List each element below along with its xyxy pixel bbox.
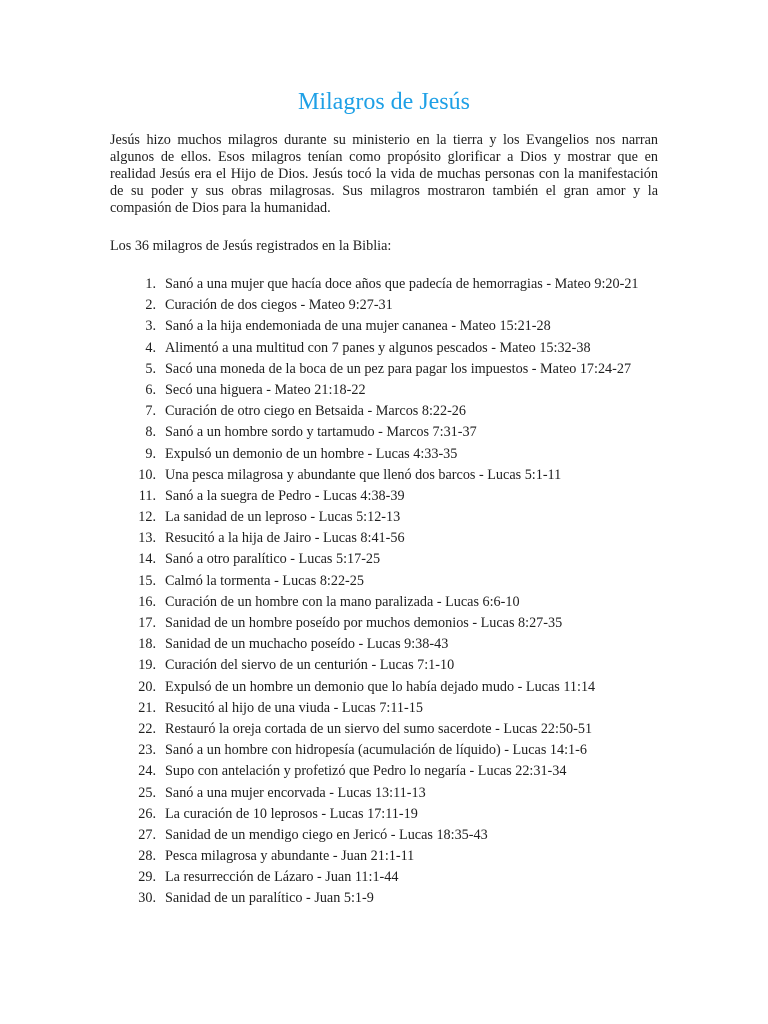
list-item — [110, 424, 658, 441]
list-item-number — [110, 488, 156, 505]
list-item-text: Sanó a una mujer encorvada - Lucas 13:11-13 — [165, 784, 426, 801]
list-item-number-text: 6. — [145, 381, 156, 398]
list-item — [110, 890, 658, 907]
list-item-gap — [156, 615, 165, 632]
list-item-number-text: 29. — [138, 869, 156, 886]
list-item-gap — [156, 573, 165, 590]
list-item-number-text: 14. — [138, 551, 156, 568]
list-item-number-text: 13. — [138, 530, 156, 547]
list-item-gap — [156, 530, 165, 547]
list-item-gap — [156, 361, 165, 378]
list-item-text: Sanidad de un hombre poseído por muchos demonios - Lucas 8:27-35 — [165, 615, 563, 631]
list-item-number-text: 20. — [138, 678, 156, 695]
list-item — [110, 806, 658, 823]
list-item — [110, 361, 658, 378]
list-item-text: Restauró la oreja cortada de un siervo del sumo sacerdote - Lucas 22:50-51 — [165, 720, 593, 737]
list-item — [110, 827, 658, 844]
list-item-number — [110, 594, 156, 611]
list-item-number-text: 3. — [145, 318, 156, 335]
list-item-number-text: 10. — [138, 466, 156, 483]
list-item-number-text: 30. — [138, 890, 156, 907]
list-item-gap — [156, 424, 165, 441]
list-item-text: Resucitó al hijo de una viuda - Lucas 7:11-15 — [165, 699, 423, 716]
list-item-gap — [156, 594, 165, 611]
list-item-text: Curación del siervo de un centurión - Lucas 7:1-10 — [165, 657, 455, 674]
list-item-text: Sanó a una mujer que hacía doce años que padecía de hemorragias - Mateo 9:20-21 — [165, 276, 639, 292]
list-item-number-text: 1. — [145, 276, 156, 292]
list-item-number — [110, 276, 156, 293]
list-item-text: Sanó a un hombre sordo y tartamudo - Marcos 7:31-37 — [165, 424, 477, 441]
list-item-text: Una pesca milagrosa y abundante que llenó dos barcos - Lucas 5:1-11 — [165, 466, 562, 483]
list-item — [110, 382, 658, 399]
list-item — [110, 551, 658, 568]
list-item-text: Calmó la tormenta - Lucas 8:22-25 — [165, 572, 364, 589]
list-item-gap — [156, 551, 165, 568]
list-item — [110, 403, 658, 420]
list-item-text: La resurrección de Lázaro - Juan 11:1-44 — [165, 869, 399, 886]
list-item-number — [110, 700, 156, 717]
list-item-text: Curación de dos ciegos - Mateo 9:27-31 — [165, 297, 393, 314]
list-item-number — [110, 467, 156, 484]
list-item-text: La curación de 10 leprosos - Lucas 17:11-19 — [165, 805, 418, 822]
list-item-text: Sanó a otro paralítico - Lucas 5:17-25 — [165, 551, 381, 568]
list-item-number — [110, 382, 156, 399]
list-item — [110, 763, 658, 780]
list-item — [110, 594, 658, 611]
list-item — [110, 657, 658, 674]
list-item-number-text: 26. — [138, 805, 156, 822]
list-item — [110, 446, 658, 463]
list-item-number-text: 7. — [145, 403, 156, 420]
list-item-text: Sanidad de un mendigo ciego en Jericó - Lucas 18:35-43 — [165, 826, 488, 843]
list-item-text: Secó una higuera - Mateo 21:18-22 — [165, 381, 366, 398]
list-item-gap — [156, 297, 165, 314]
list-item-gap — [156, 890, 165, 907]
list-item-number-text: 2. — [145, 297, 156, 314]
list-item — [110, 848, 658, 865]
page-title: Milagros de Jesús — [298, 89, 470, 115]
list-item-text: La sanidad de un leproso - Lucas 5:12-13 — [165, 509, 401, 526]
list-lead: Los 36 milagros de Jesús registrados en la Biblia: — [110, 238, 392, 254]
list-item-number — [110, 403, 156, 420]
list-item-text: Sanó a la suegra de Pedro - Lucas 4:38-39 — [165, 487, 405, 504]
list-item-number-text: 16. — [138, 593, 156, 610]
list-item-gap — [156, 340, 165, 357]
list-item-number — [110, 530, 156, 547]
list-item-text: Sanidad de un muchacho poseído - Lucas 9:38-43 — [165, 636, 449, 653]
list-item-number — [110, 551, 156, 568]
list-item-text: Sacó una moneda de la boca de un pez para pagar los impuestos - Mateo 17:24-27 — [165, 360, 632, 377]
list-item-number-text: 8. — [145, 424, 156, 441]
list-item-number-text: 15. — [138, 572, 156, 589]
list-item-number-text: 12. — [138, 509, 156, 526]
list-item-number — [110, 827, 156, 844]
list-item-gap — [156, 869, 165, 886]
list-item-text: Sanidad de un paralítico - Juan 5:1-9 — [165, 890, 374, 907]
list-item-number-text: 22. — [138, 720, 156, 737]
list-item-number-text: 5. — [145, 360, 156, 377]
list-item — [110, 573, 658, 590]
list-item-number — [110, 763, 156, 780]
intro-paragraph: Jesús hizo muchos milagros durante su ministerio en la tierra y los Evangelios nos narran algunos de ellos. Esos milagros tenían como propósito glorificar a Dios y mostrar que en realidad Jesús era el Hijo de Dios. Jesús tocó la vida de muchas personas con la manifestación de su poder y sus obras milagrosas. Sus milagros mostraron también el gran amor y la compasión de Dios para la humanidad. — [110, 132, 658, 216]
list-item-number — [110, 657, 156, 674]
list-item-gap — [156, 742, 165, 759]
list-item-number — [110, 573, 156, 590]
list-item-gap — [156, 679, 165, 696]
list-item-number — [110, 361, 156, 378]
list-item-number — [110, 742, 156, 759]
list-item-gap — [156, 509, 165, 526]
list-item-gap — [156, 382, 165, 399]
list-item-number-text: 23. — [138, 742, 156, 759]
list-item-number — [110, 785, 156, 802]
list-item — [110, 509, 658, 526]
list-item — [110, 615, 658, 632]
list-item-text: Resucitó a la hija de Jairo - Lucas 8:41-56 — [165, 530, 405, 547]
list-item-number-text: 4. — [145, 339, 156, 356]
list-item-number-text: 25. — [138, 784, 156, 801]
list-item-number-text: 18. — [138, 636, 156, 653]
list-item-gap — [156, 657, 165, 674]
list-item-gap — [156, 785, 165, 802]
list-item-gap — [156, 763, 165, 780]
list-item — [110, 700, 658, 717]
list-item-number — [110, 615, 156, 632]
list-item-number — [110, 424, 156, 441]
list-item — [110, 318, 658, 335]
list-item-gap — [156, 721, 165, 738]
list-item — [110, 530, 658, 547]
list-item-number-text: 17. — [138, 615, 156, 631]
list-item-gap — [156, 827, 165, 844]
list-item-number-text: 21. — [138, 699, 156, 716]
list-item — [110, 340, 658, 357]
list-item — [110, 721, 658, 738]
list-item — [110, 742, 658, 759]
list-item-gap — [156, 446, 165, 463]
list-item-gap — [156, 276, 165, 293]
list-item-text: Sanó a un hombre con hidropesía (acumulación de líquido) - Lucas 14:1-6 — [165, 742, 587, 759]
list-item-number — [110, 679, 156, 696]
list-item-text: Pesca milagrosa y abundante - Juan 21:1-11 — [165, 848, 415, 865]
list-item-text: Curación de un hombre con la mano paralizada - Lucas 6:6-10 — [165, 593, 520, 610]
list-item-gap — [156, 848, 165, 865]
list-item-gap — [156, 318, 165, 335]
list-item-number — [110, 848, 156, 865]
list-item — [110, 297, 658, 314]
list-item-gap — [156, 700, 165, 717]
list-item-number-text: 9. — [145, 445, 156, 462]
list-item-gap — [156, 403, 165, 420]
list-item-number — [110, 890, 156, 907]
list-item-gap — [156, 636, 165, 653]
list-item-number-text: 24. — [138, 763, 156, 780]
list-item-number — [110, 297, 156, 314]
list-item-number-text: 11. — [138, 487, 156, 504]
list-item — [110, 785, 658, 802]
list-item-number-text: 27. — [138, 826, 156, 843]
list-item-number — [110, 869, 156, 886]
list-item-number — [110, 636, 156, 653]
list-item-text: Expulsó de un hombre un demonio que lo había dejado mudo - Lucas 11:14 — [165, 678, 596, 695]
list-item-text: Alimentó a una multitud con 7 panes y algunos pescados - Mateo 15:32-38 — [165, 339, 591, 356]
miracle-list — [110, 276, 658, 907]
list-item-number — [110, 721, 156, 738]
list-item — [110, 488, 658, 505]
list-item-text: Sanó a la hija endemoniada de una mujer cananea - Mateo 15:21-28 — [165, 318, 551, 335]
list-item-text: Supo con antelación y profetizó que Pedro lo negaría - Lucas 22:31-34 — [165, 763, 567, 780]
list-item-number — [110, 806, 156, 823]
list-item-text: Expulsó un demonio de un hombre - Lucas 4:33-35 — [165, 445, 458, 462]
list-item-number — [110, 509, 156, 526]
list-item-gap — [156, 467, 165, 484]
list-item — [110, 276, 658, 293]
list-item-number-text: 28. — [138, 848, 156, 865]
list-item — [110, 869, 658, 886]
list-item-number — [110, 446, 156, 463]
list-item-number — [110, 340, 156, 357]
list-item — [110, 467, 658, 484]
list-item-number-text: 19. — [138, 657, 156, 674]
list-item-number — [110, 318, 156, 335]
list-item-gap — [156, 488, 165, 505]
list-item — [110, 679, 658, 696]
list-item — [110, 636, 658, 653]
list-item-gap — [156, 806, 165, 823]
list-item-text: Curación de otro ciego en Betsaida - Marcos 8:22-26 — [165, 403, 466, 420]
